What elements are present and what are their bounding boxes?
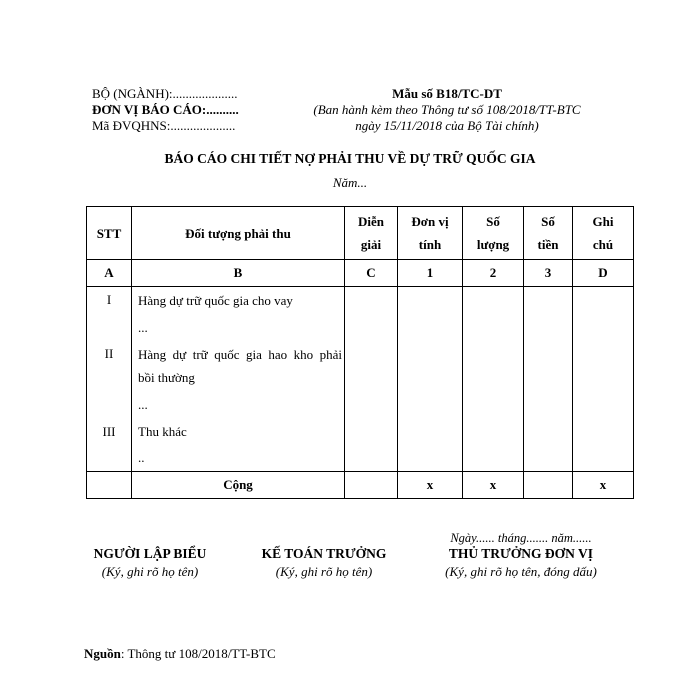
header-amount-line-1: Số	[541, 214, 555, 229]
header-object: Đối tượng phải thu	[132, 207, 345, 260]
item-2-dots: ...	[138, 397, 148, 412]
header-quantity	[463, 207, 524, 260]
column-code: 2	[463, 260, 524, 287]
head-signature-block	[424, 545, 618, 581]
header-note-line-2: chú	[592, 237, 614, 252]
column-code: A	[87, 260, 132, 287]
preparer-title: NGƯỜI LẬP BIỂU	[93, 546, 207, 561]
total-quantity-mark: x	[463, 472, 524, 499]
accountant-title: KẾ TOÁN TRƯỞNG	[261, 546, 387, 561]
head-title: THỦ TRƯỞNG ĐƠN VỊ	[448, 546, 594, 561]
item-2-text-line-1: Hàng dự trữ quốc gia hao kho phải	[138, 347, 342, 362]
total-row	[87, 472, 634, 499]
item-3-dots: ..	[138, 450, 145, 465]
total-label: Cộng	[132, 472, 345, 499]
column-code: C	[345, 260, 398, 287]
table-header-row	[87, 207, 634, 260]
issued-line-1: (Ban hành kèm theo Thông tư số 108/2018/TT-BTC	[313, 102, 581, 117]
item-3-text: Thu khác	[138, 424, 187, 439]
total-description-cell	[345, 472, 398, 499]
issued-line-2: ngày 15/11/2018 của Bộ Tài chính)	[355, 118, 539, 133]
receivables-table	[86, 206, 634, 499]
head-note: (Ký, ghi rõ họ tên, đóng dấu)	[445, 564, 597, 579]
report-year: Năm...	[332, 175, 368, 190]
header-left	[92, 86, 239, 134]
total-note-mark: x	[573, 472, 634, 499]
stt-item-1: I	[106, 292, 112, 307]
note-cell	[573, 287, 634, 472]
header-unit-line-1: Đơn vị	[411, 214, 449, 229]
unit-cell	[398, 287, 463, 472]
header-amount	[524, 207, 573, 260]
column-code-row	[87, 260, 634, 287]
source-label: Nguồn	[84, 646, 121, 661]
date-line: Ngày...... tháng....... năm......	[450, 531, 592, 545]
header-quantity-line-2: lượng	[476, 237, 510, 252]
column-code: 3	[524, 260, 573, 287]
stt-cell	[87, 287, 132, 472]
object-cell	[132, 287, 345, 472]
header-amount-line-2: tiền	[537, 237, 559, 252]
accountant-signature-block	[244, 545, 404, 581]
preparer-signature-block	[80, 545, 220, 581]
column-code: 1	[398, 260, 463, 287]
header-description-line-1: Diễn	[358, 214, 384, 229]
column-code: D	[573, 260, 634, 287]
quantity-cell	[463, 287, 524, 472]
header-stt: STT	[87, 207, 132, 260]
unit-code-line: Mã ĐVQHNS:....................	[92, 118, 236, 133]
description-cell	[345, 287, 398, 472]
header-unit-line-2: tính	[418, 237, 442, 252]
reporting-unit-line: ĐƠN VỊ BÁO CÁO:..........	[92, 102, 239, 117]
total-unit-mark: x	[398, 472, 463, 499]
ministry-line: BỘ (NGÀNH):....................	[92, 86, 238, 101]
item-1-text: Hàng dự trữ quốc gia cho vay	[138, 293, 293, 308]
header-right	[294, 86, 600, 134]
item-1-dots: ...	[138, 320, 148, 335]
item-2-text-line-2: bồi thường	[138, 370, 195, 385]
total-stt-cell	[87, 472, 132, 499]
header-note-line-1: Ghi	[592, 214, 614, 229]
header-description	[345, 207, 398, 260]
header-unit	[398, 207, 463, 260]
header-note	[573, 207, 634, 260]
header-quantity-line-1: Số	[486, 214, 500, 229]
column-code: B	[132, 260, 345, 287]
preparer-note: (Ký, ghi rõ họ tên)	[101, 564, 199, 579]
report-title: BÁO CÁO CHI TIẾT NỢ PHẢI THU VỀ DỰ TRỮ QUỐC GIA	[164, 151, 536, 166]
source-line	[84, 646, 276, 662]
accountant-note: (Ký, ghi rõ họ tên)	[275, 564, 373, 579]
form-number: Mẫu số B18/TC-DT	[392, 86, 502, 101]
source-text: : Thông tư 108/2018/TT-BTC	[120, 646, 276, 661]
amount-cell	[524, 287, 573, 472]
header-description-line-2: giải	[360, 237, 382, 252]
total-amount-cell	[524, 472, 573, 499]
table-body-row	[87, 287, 634, 472]
stt-item-2: II	[104, 346, 114, 361]
stt-item-3: III	[102, 424, 116, 439]
